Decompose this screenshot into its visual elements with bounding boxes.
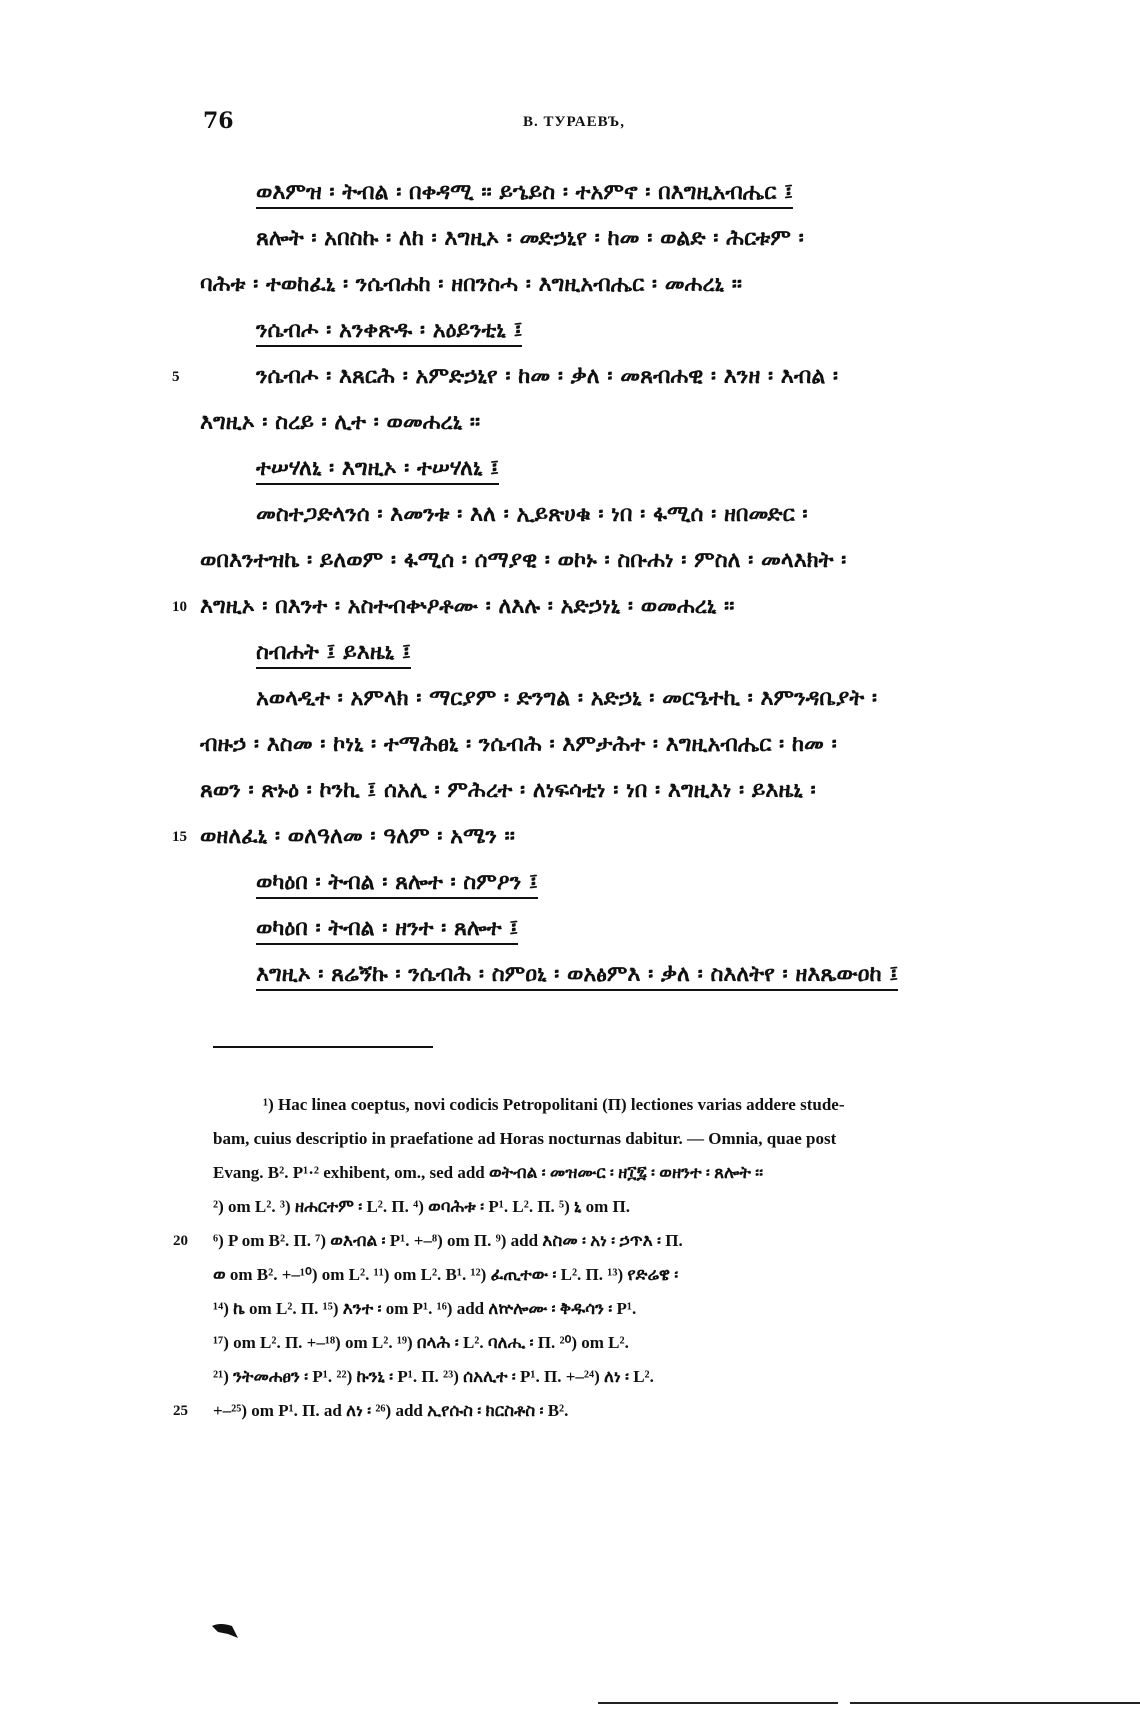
text-line-content: ስብሐት ፤ ይእዜኒ ፤ xyxy=(256,640,411,669)
text-line xyxy=(172,354,990,400)
text-line-content: ጸሎት ፡ አበስኩ ፡ ለከ ፡ እግዚኦ ፡ መድኃኒየ ፡ ከመ ፡ ወልድ ፡ ሕርቱም ፡ xyxy=(256,226,804,251)
text-line-content: ወዘለፈኒ ፡ ወለዓለመ ፡ ዓለም ፡ አሜን ፡፡ xyxy=(200,824,515,849)
line-number: 15 xyxy=(172,829,187,845)
text-line xyxy=(200,952,990,998)
bottom-edge-rule xyxy=(850,1702,1140,1704)
footnote-text: ወ om B². +–¹⁰) om L². ¹¹) om L². B¹. ¹²) ፈጢተው ፡ L². П. ¹³) የድሬዌ ፡ xyxy=(213,1265,679,1284)
text-line xyxy=(172,584,990,630)
text-line-content: ወበእንተዝኬ ፡ ይለወም ፡ ፋሚሰ ፡ ሰማያዊ ፡ ወኮኑ ፡ ስቡሐነ ፡ ምስለ ፡ መላእክት ፡ xyxy=(200,548,847,573)
ethiopic-text-block xyxy=(172,170,990,998)
bottom-edge-rule xyxy=(598,1702,838,1704)
text-line-content: ባሕቱ ፡ ተወከፈኒ ፡ ንሴብሐከ ፡ ዘበንስሓ ፡ እግዚአብሔር ፡ መሐረኒ ፡፡ xyxy=(200,272,743,297)
footnote-line xyxy=(213,1156,983,1190)
line-number: 5 xyxy=(172,369,180,385)
text-line xyxy=(200,906,990,952)
text-line-content: ወካዕበ ፡ ትብል ፡ ዘንተ ፡ ጸሎተ ፤ xyxy=(256,916,518,945)
text-line xyxy=(200,492,990,538)
footnote-text: ²) om L². ³) ዘሐርተም ፡ L². П. ⁴) ወባሕቱ ፡ P¹. L². П. ⁵) ኒ om П. xyxy=(213,1197,630,1216)
footnote-text: ¹⁷) om L². П. +–¹⁸) om L². ¹⁹) በላሕ ፡ L². ባለሒ ፡ П. ²⁰) om L². xyxy=(213,1333,629,1352)
text-line-content: ንሴብሖ ፡ አንቀጽዱ ፡ አዕይንቲኒ ፤ xyxy=(256,318,522,347)
text-line-content: ንሴብሖ ፡ እጸርሕ ፡ አምድኃኒየ ፡ ከመ ፡ ቃለ ፡ መጸብሐዊ ፡ እንዘ ፡ እብል ፡ xyxy=(256,364,839,389)
text-line xyxy=(200,676,990,722)
text-line-content: ወካዕበ ፡ ትብል ፡ ጸሎተ ፡ ስምዖን ፤ xyxy=(256,870,538,899)
text-line-content: እግዚኦ ፡ በእንተ ፡ አስተብቍዖቶሙ ፡ ለእሉ ፡ አድኃነኒ ፡ ወመሐረኒ ፡፡ xyxy=(200,594,735,619)
footnote-line xyxy=(213,1326,983,1360)
line-number: 10 xyxy=(172,599,187,615)
running-head: В. ТУРАЕВЪ, xyxy=(523,114,626,130)
text-line-content: መስተጋድላንሰ ፡ እመንቱ ፡ እለ ፡ ኢይጽሀቁ ፡ ነበ ፡ ፋሚሰ ፡ ዘበመድር ፡ xyxy=(256,502,808,527)
text-line xyxy=(200,538,990,584)
text-line-content: እግዚኦ ፡ ስረይ ፡ ሊተ ፡ ወመሐረኒ ፡፡ xyxy=(200,410,481,435)
text-line xyxy=(200,768,990,814)
text-line-content: ጸወን ፡ ጽኑዕ ፡ ኮንኪ ፤ ሰአሊ ፡ ምሕረተ ፡ ለነፍሳቲነ ፡ ነበ ፡ እግዚእነ ፡ ይእዜኒ ፡ xyxy=(200,778,816,803)
text-line xyxy=(200,722,990,768)
text-line-content: ብዙኃ ፡ እስመ ፡ ኮነኒ ፡ ተማሕፀኒ ፡ ንሴብሕ ፡ እምታሕተ ፡ እግዚአብሔር ፡ ከመ ፡ xyxy=(200,732,837,757)
text-line-content: ወእምዝ ፡ ትብል ፡ በቀዳሚ ፡፡ ይኄይስ ፡ ተአምኖ ፡ በእግዚአብሔር ፤ xyxy=(256,180,793,209)
footnote-line xyxy=(213,1190,983,1224)
page-header xyxy=(203,108,980,138)
footnote-text: Evang. B². P¹·² exhibent, om., sed add ወትብል ፡ መዝሙር ፡ ዘ፲፯ ፡ ወዘንተ ፡ ጸሎት ፡፡ xyxy=(213,1163,764,1182)
text-line xyxy=(200,630,990,676)
text-line xyxy=(200,400,990,446)
footnote-text: +–²⁵) om P¹. П. ad ለነ ፡ ²⁶) add ኢየሱስ ፡ ክርስቶስ ፡ B². xyxy=(213,1401,569,1420)
footnote-text: ²¹) ንትመሐፀን ፡ P¹. ²²) ኩንኒ ፡ P¹. П. ²³) ሰአሊተ ፡ P¹. П. +–²⁴) ለነ ፡ L². xyxy=(213,1367,654,1386)
text-line-content: አወላዲተ ፡ አምላክ ፡ ማርያም ፡ ድንግል ፡ አድኃኒ ፡ መርዔተኪ ፡ እምንዳቤያት ፡ xyxy=(256,686,878,711)
footnote-text: ⁶) P om B². П. ⁷) ወእብል ፡ P¹. +–⁸) om П. ⁹) add እስመ ፡ አነ ፡ ኃጥእ ፡ П. xyxy=(213,1231,683,1250)
text-line xyxy=(200,860,990,906)
text-line-content: ተሠሃለኒ ፡ እግዚኦ ፡ ተሠሃለኒ ፤ xyxy=(256,456,499,485)
footnote-line xyxy=(173,1394,983,1428)
footnote-line xyxy=(213,1122,983,1156)
footnote-line xyxy=(173,1224,983,1258)
text-line xyxy=(172,814,990,860)
footnote-line xyxy=(213,1360,983,1394)
footnote-text: bam, cuius descriptio in praefatione ad Horas nocturnas dabitur. — Omnia, quae post xyxy=(213,1129,837,1148)
line-number: 25 xyxy=(173,1403,188,1419)
footnote-text: ¹) Hac linea coeptus, novi codicis Petropolitani (П) lectiones varias addere stude- xyxy=(263,1095,845,1114)
footnote-line xyxy=(213,1088,983,1122)
page-number: 76 xyxy=(203,108,234,134)
line-number: 20 xyxy=(173,1233,188,1249)
text-line xyxy=(200,170,990,216)
text-line xyxy=(200,216,990,262)
ink-smudge xyxy=(210,1622,240,1640)
footnotes xyxy=(173,1088,983,1428)
text-line-content: እግዚኦ ፡ ጸሬኝኩ ፡ ንሴብሕ ፡ ስምዐኒ ፡ ወአፅምእ ፡ ቃለ ፡ ስእለትየ ፡ ዘእጼውዐከ ፤ xyxy=(256,962,898,991)
footnote-line xyxy=(213,1258,983,1292)
footnote-text: ¹⁴) ኬ om L². П. ¹⁵) እንተ ፡ om P¹. ¹⁶) add ለኵሎሙ ፡ ቅዱሳን ፡ P¹. xyxy=(213,1299,637,1318)
footnote-line xyxy=(213,1292,983,1326)
text-line xyxy=(200,262,990,308)
text-line xyxy=(200,446,990,492)
footnote-separator xyxy=(213,1046,433,1048)
text-line xyxy=(200,308,990,354)
